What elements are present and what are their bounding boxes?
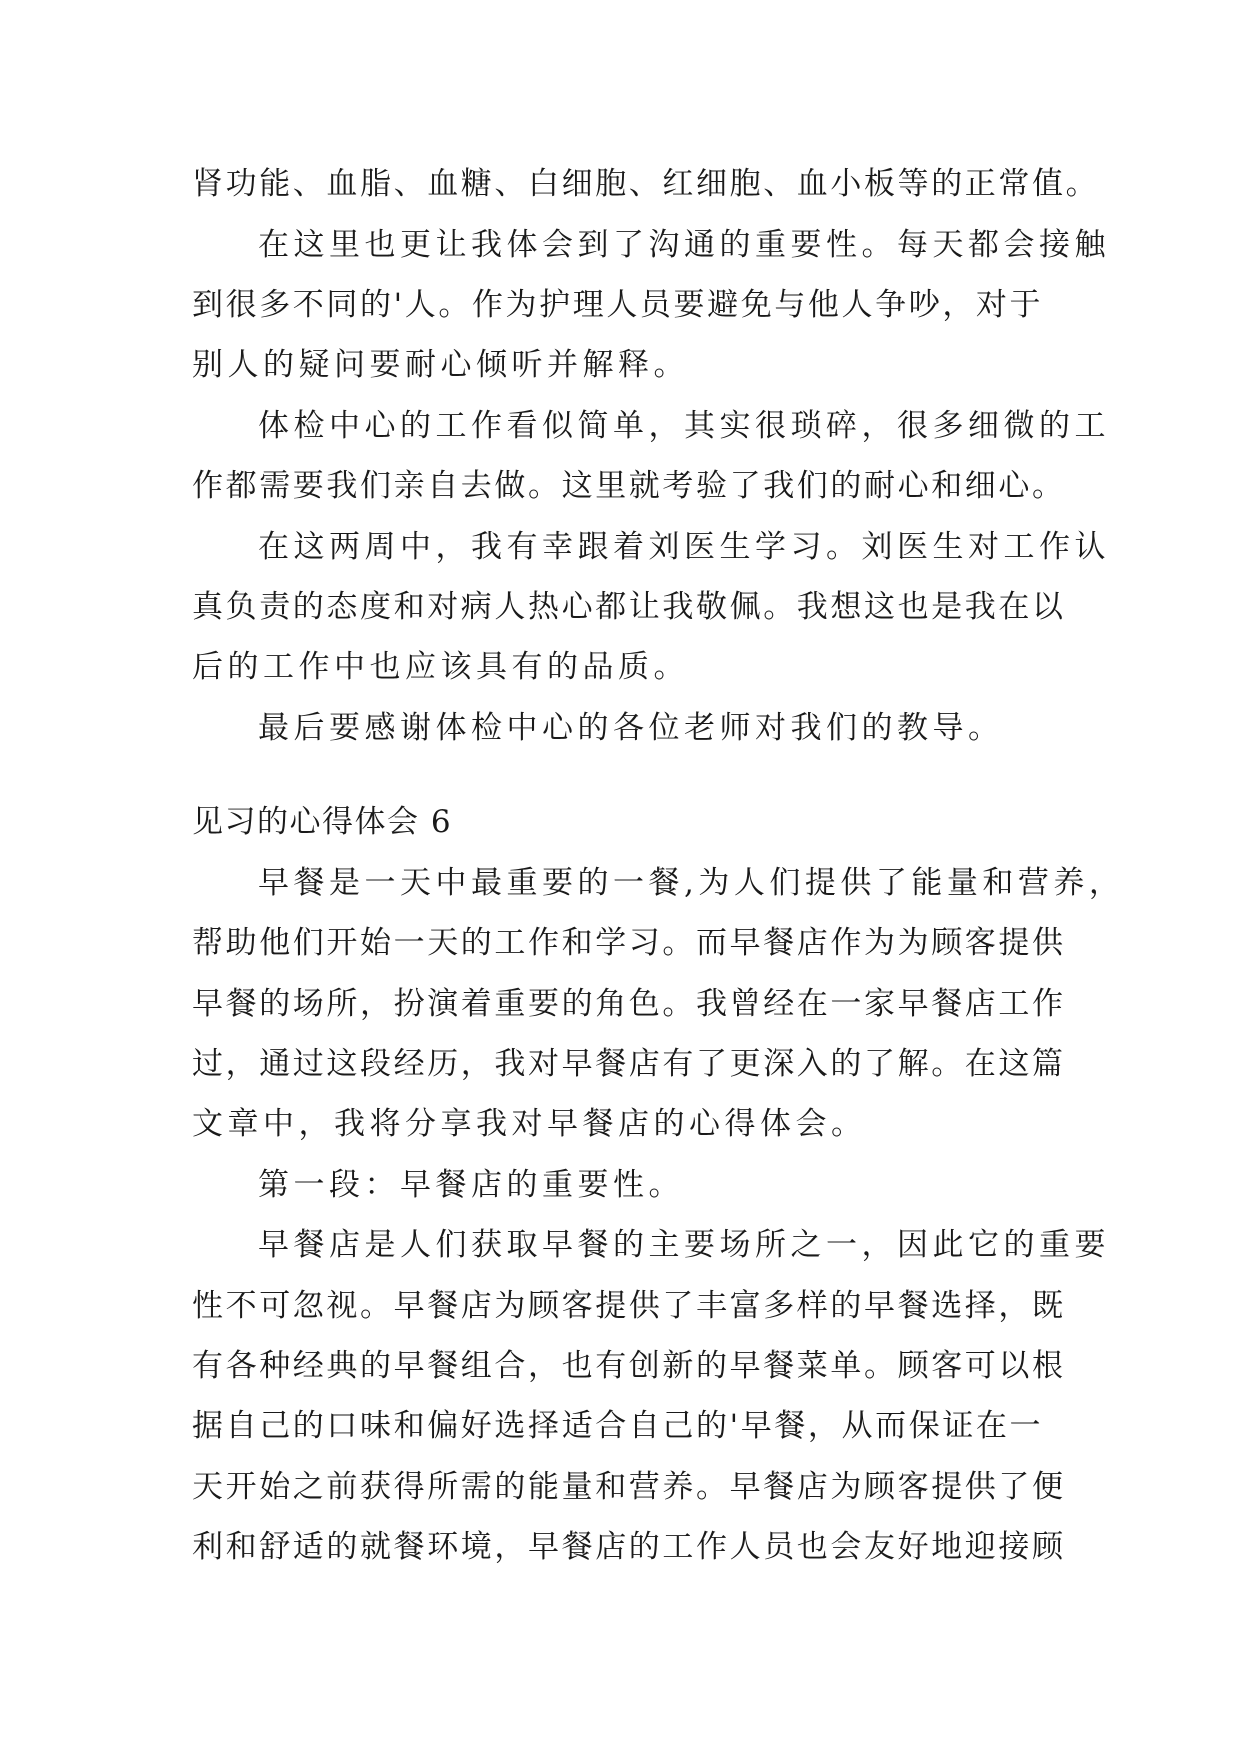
text-line: 有各种经典的早餐组合，也有创新的早餐菜单。顾客可以根 [192,1348,1066,1384]
text-line: 早餐的场所，扮演着重要的角色。我曾经在一家早餐店工作 [192,986,1066,1022]
text-line: 性不可忽视。早餐店为顾客提供了丰富多样的早餐选择，既 [192,1288,1066,1324]
text-line: 到很多不同的'人。作为护理人员要避免与他人争吵，对于 [192,287,1044,323]
text-line: 在这两周中，我有幸跟着刘医生学习。刘医生对工作认 [258,529,1110,565]
text-line: 早餐是一天中最重要的一餐,为人们提供了能量和营养， [258,865,1125,901]
text-line: 帮助他们开始一天的工作和学习。而早餐店作为为顾客提供 [192,925,1066,961]
text-line: 文章中，我将分享我对早餐店的心得体会。 [192,1106,867,1142]
text-line: 真负责的态度和对病人热心都让我敬佩。我想这也是我在以 [192,589,1066,625]
text-line: 利和舒适的就餐环境，早餐店的工作人员也会友好地迎接顾 [192,1529,1066,1565]
text-line: 作都需要我们亲自去做。这里就考验了我们的耐心和细心。 [192,468,1066,504]
text-line: 肾功能、血脂、血糖、白细胞、红细胞、血小板等的正常值。 [192,166,1100,202]
text-line: 体检中心的工作看似简单，其实很琐碎，很多细微的工 [258,408,1110,444]
text-line: 过，通过这段经历，我对早餐店有了更深入的了解。在这篇 [192,1046,1066,1082]
text-line: 第一段：早餐店的重要性。 [258,1167,684,1203]
text-line: 天开始之前获得所需的能量和营养。早餐店为顾客提供了便 [192,1469,1066,1505]
text-line: 后的工作中也应该具有的品质。 [192,649,689,685]
text-line: 最后要感谢体检中心的各位老师对我们的教导。 [258,710,1004,746]
text-line: 别人的疑问要耐心倾听并解释。 [192,347,689,383]
text-line: 早餐店是人们获取早餐的主要场所之一，因此它的重要 [258,1227,1110,1263]
text-line: 在这里也更让我体会到了沟通的重要性。每天都会接触 [258,227,1110,263]
section-heading: 见习的心得体会 6 [192,804,453,840]
text-line: 据自己的口味和偏好选择适合自己的'早餐，从而保证在一 [192,1408,1044,1444]
